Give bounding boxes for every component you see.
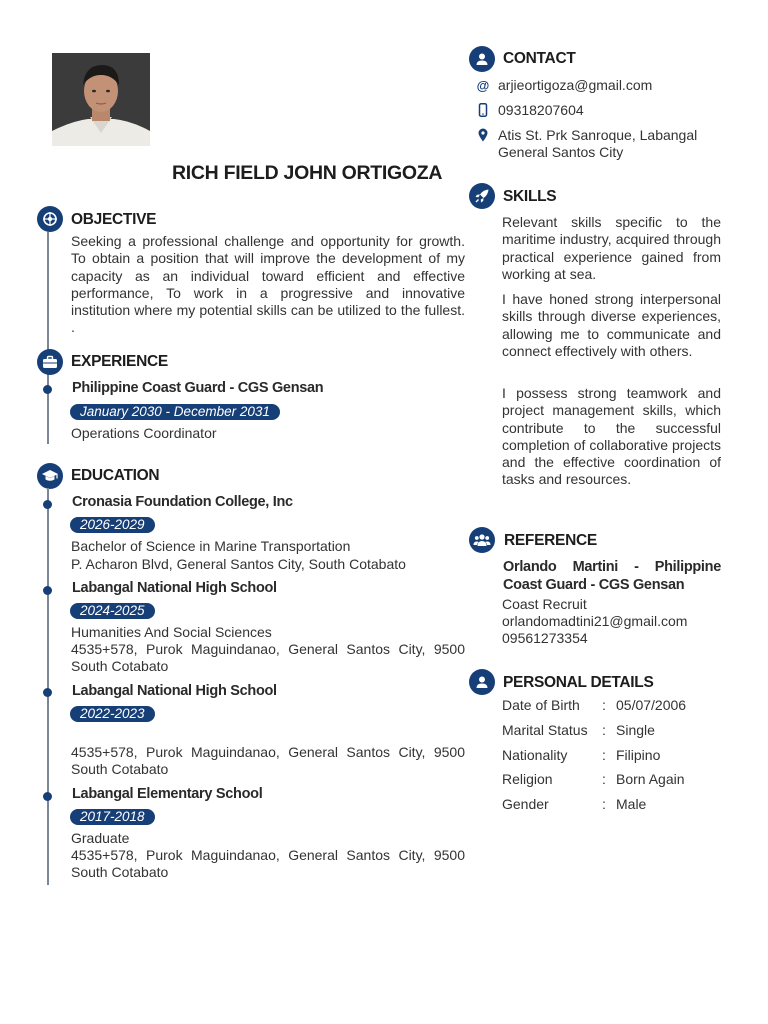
detail-label: Marital Status — [502, 722, 588, 738]
experience-heading: EXPERIENCE — [71, 353, 168, 370]
detail-value: Born Again — [616, 771, 685, 787]
education-dates-badge: 2022-2023 — [70, 706, 155, 722]
reference-heading: REFERENCE — [504, 532, 597, 549]
timeline-line — [47, 232, 49, 444]
personal-detail-row: Nationality : Filipino — [502, 747, 661, 763]
timeline-dot — [43, 586, 52, 595]
timeline-dot — [43, 500, 52, 509]
timeline-dot — [43, 792, 52, 801]
reference-name: Orlando Martini - Philippine Coast Guard - CGS Gensan — [503, 559, 721, 593]
user-icon — [469, 46, 495, 72]
contact-heading: CONTACT — [503, 50, 576, 67]
detail-label: Nationality — [502, 747, 568, 763]
briefcase-icon — [37, 349, 63, 375]
education-degree: Humanities And Social Sciences — [71, 624, 272, 640]
personal-detail-row: Marital Status : Single — [502, 722, 655, 738]
timeline-dot — [43, 688, 52, 697]
reference-phone: 09561273354 — [502, 630, 588, 646]
graduation-cap-icon — [37, 463, 63, 489]
objective-heading: OBJECTIVE — [71, 211, 157, 228]
rocket-icon — [469, 183, 495, 209]
timeline-dot — [43, 385, 52, 394]
detail-label: Religion — [502, 771, 553, 787]
detail-value: 05/07/2006 — [616, 697, 687, 713]
detail-label: Gender — [502, 796, 549, 812]
detail-label: Date of Birth — [502, 697, 580, 713]
detail-value: Filipino — [616, 747, 661, 763]
education-address: P. Acharon Blvd, General Santos City, South Cotabato — [71, 556, 406, 572]
profile-photo-image — [52, 53, 150, 146]
skills-paragraph: Relevant skills specific to the maritime industry, acquired through practical experience gained from working at sea. — [502, 214, 721, 282]
personal-detail-row: Date of Birth : 05/07/2006 — [502, 697, 687, 713]
at-sign-icon: @ — [476, 78, 490, 93]
education-degree: Bachelor of Science in Marine Transportation — [71, 538, 351, 554]
contact-address-line2: General Santos City — [498, 144, 624, 160]
timeline-line — [47, 488, 49, 885]
education-dates-badge: 2026-2029 — [70, 517, 155, 533]
reference-position: Coast Recruit — [502, 596, 587, 612]
education-address: 4535+578, Purok Maguindanao, General Santos City, 9500 South Cotabato — [71, 847, 465, 881]
education-school: Cronasia Foundation College, Inc — [72, 494, 293, 510]
detail-value: Male — [616, 796, 647, 812]
detail-value: Single — [616, 722, 655, 738]
candidate-name: RICH FIELD JOHN ORTIGOZA — [172, 162, 443, 184]
experience-role: Operations Coordinator — [71, 425, 217, 441]
education-dates-badge: 2017-2018 — [70, 809, 155, 825]
experience-company: Philippine Coast Guard - CGS Gensan — [72, 380, 324, 396]
education-heading: EDUCATION — [71, 467, 160, 484]
personal-detail-row: Gender : Male — [502, 796, 647, 812]
target-icon — [37, 206, 63, 232]
education-school: Labangal National High School — [72, 580, 277, 596]
location-pin-icon — [478, 128, 488, 147]
contact-address-line1: Atis St. Prk Sanroque, Labangal — [498, 127, 698, 143]
contact-phone: 09318207604 — [498, 102, 584, 118]
mobile-phone-icon — [478, 103, 488, 122]
education-dates-badge: 2024-2025 — [70, 603, 155, 619]
skills-heading: SKILLS — [503, 188, 557, 205]
profile-photo — [52, 53, 150, 146]
experience-dates-badge: January 2030 - December 2031 — [70, 404, 280, 420]
contact-email: arjieortigoza@gmail.com — [498, 77, 653, 93]
personal-detail-row: Religion : Born Again — [502, 771, 685, 787]
education-school: Labangal Elementary School — [72, 786, 263, 802]
user-icon — [469, 669, 495, 695]
education-address: 4535+578, Purok Maguindanao, General Santos City, 9500 South Cotabato — [71, 641, 465, 675]
group-icon — [469, 527, 495, 553]
personal-details-heading: PERSONAL DETAILS — [503, 674, 654, 691]
skills-paragraph: I possess strong teamwork and project management skills, which contribute to the successful completion of collaborative projects and the effective coordination of tasks and resources. — [502, 385, 721, 488]
education-address: 4535+578, Purok Maguindanao, General Santos City, 9500 South Cotabato — [71, 744, 465, 778]
reference-email: orlandomadtini21@gmail.com — [502, 613, 688, 629]
objective-text: Seeking a professional challenge and opportunity for growth. To obtain a position that will improve the development of my capacity as an individual toward efficient and effective performance, To work in a progressive and innovative institution where my potential skills can be utilized to the fullest. . — [71, 233, 465, 336]
skills-paragraph: I have honed strong interpersonal skills through diverse experiences, allowing me to communicate and connect effectively with others. — [502, 291, 721, 359]
education-degree: Graduate — [71, 830, 130, 846]
education-school: Labangal National High School — [72, 683, 277, 699]
